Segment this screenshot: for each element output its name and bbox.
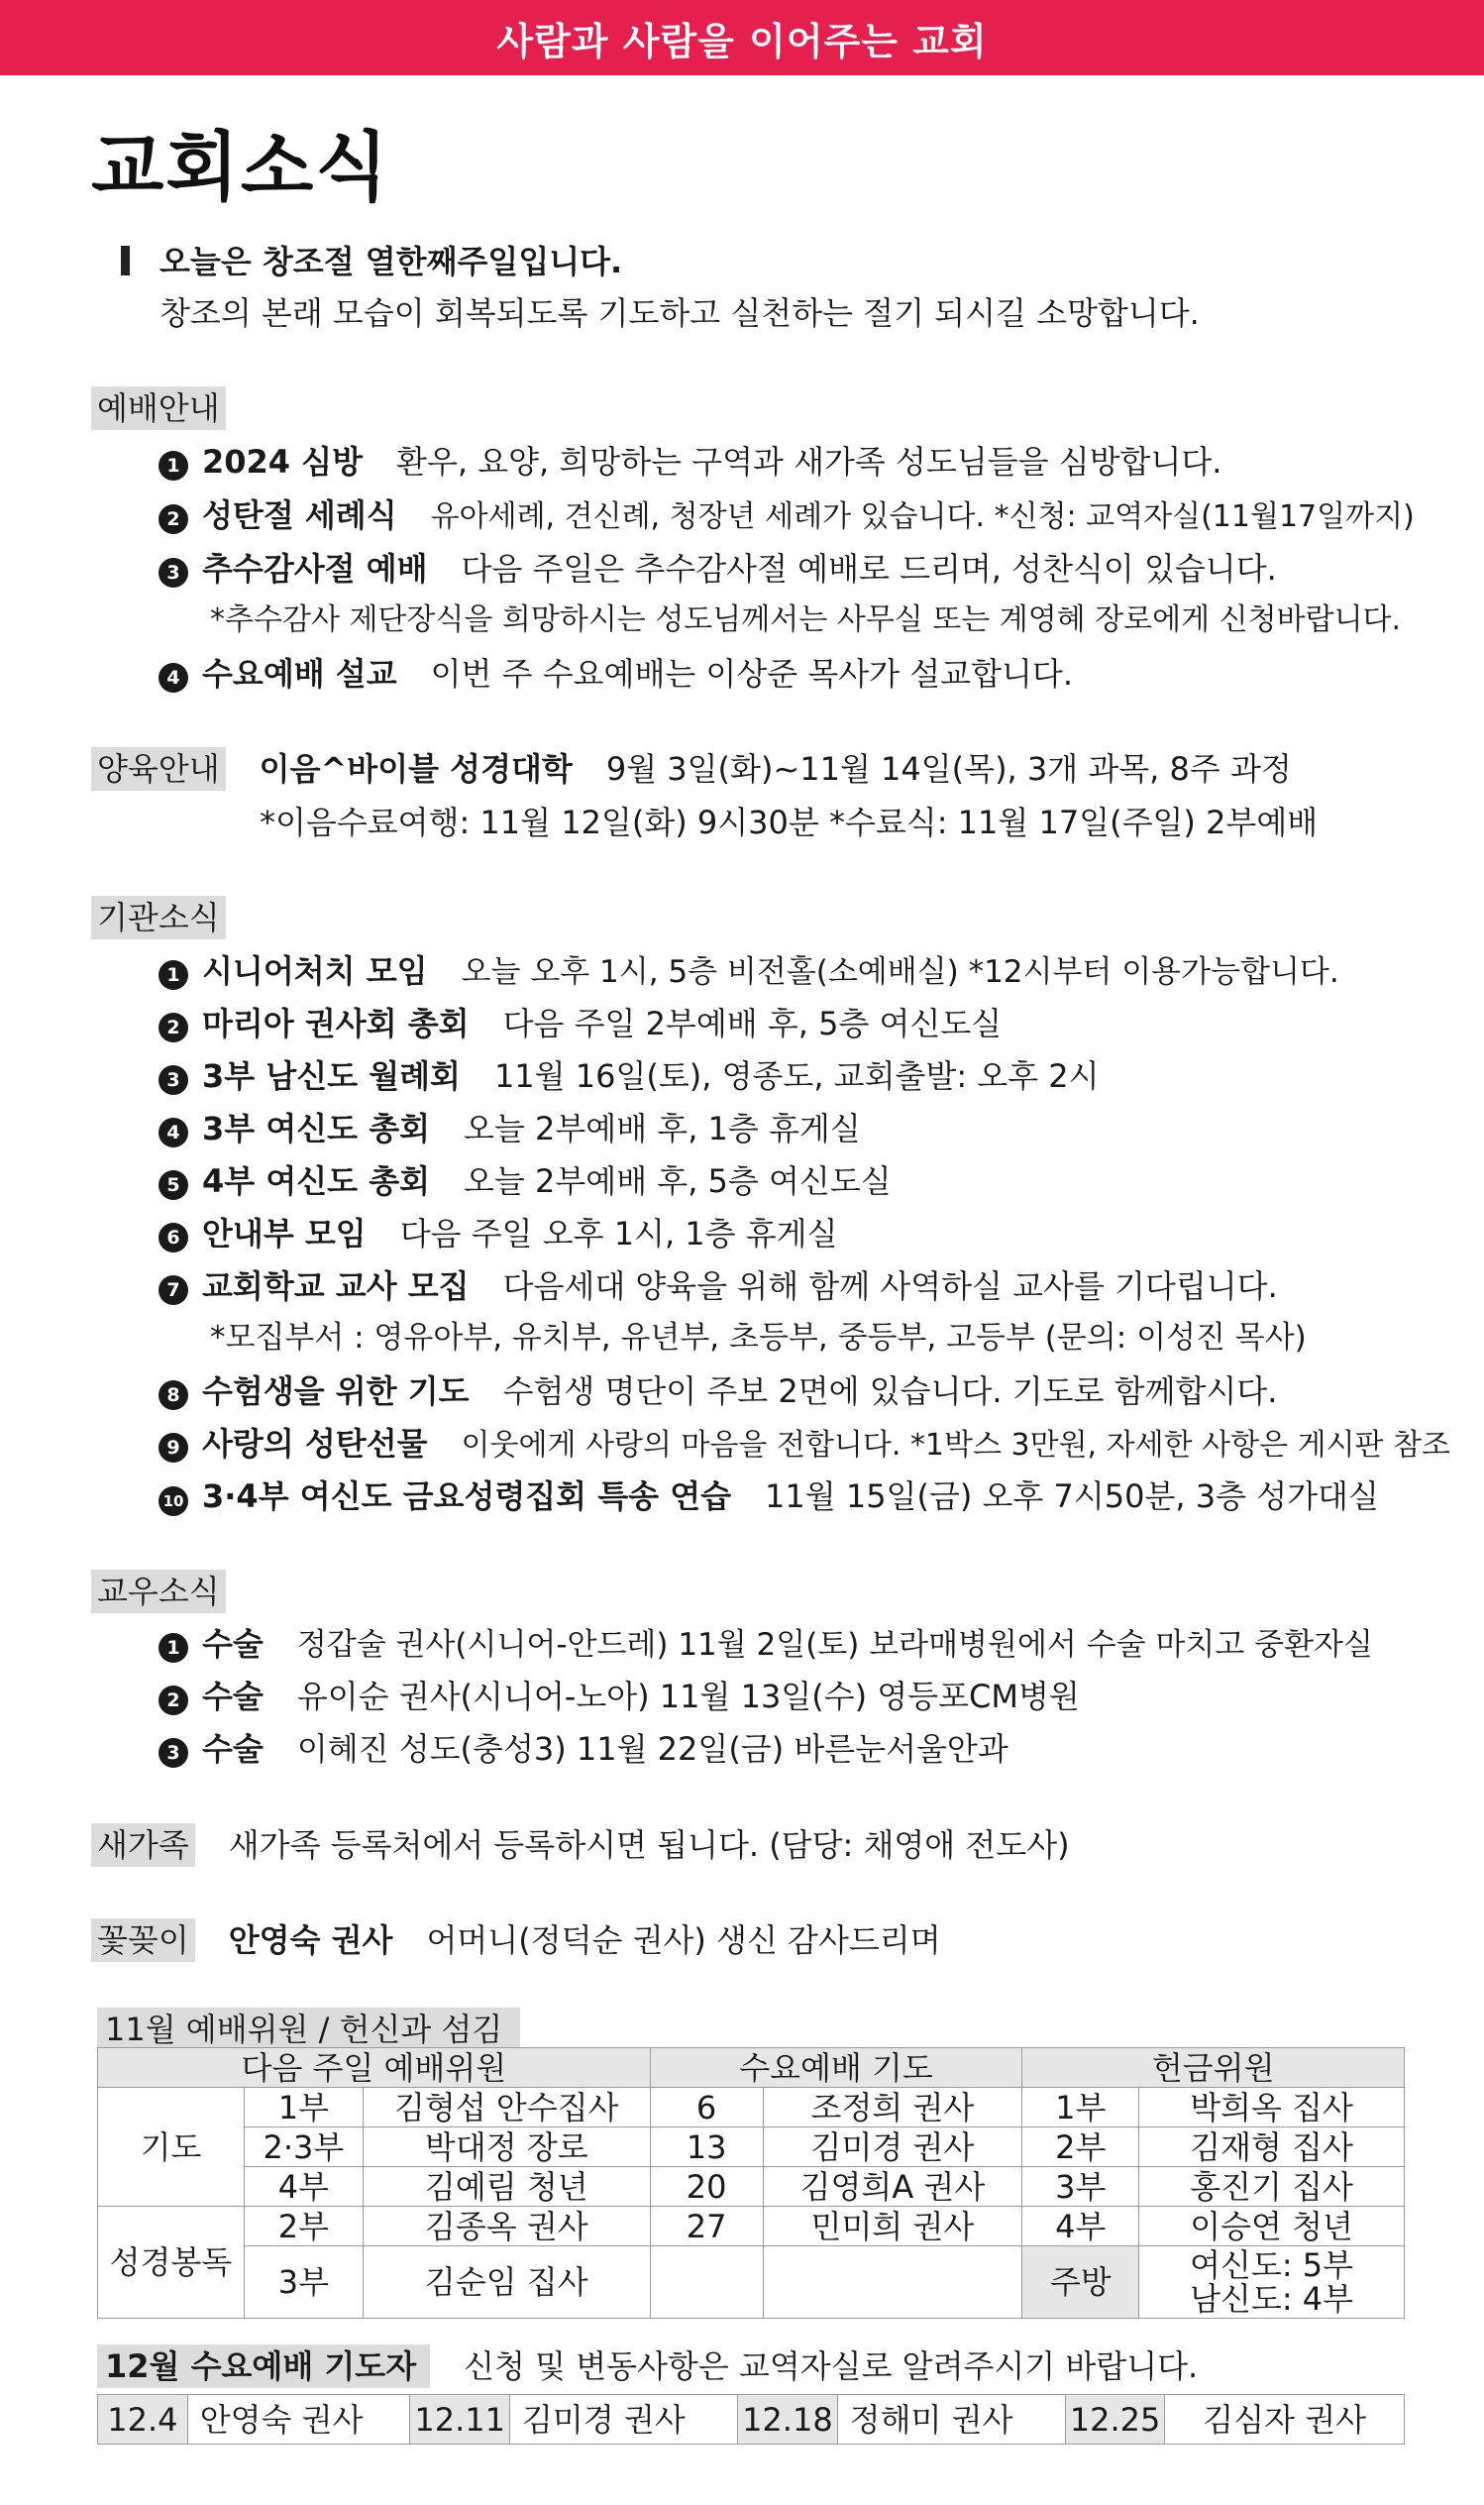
number-2-icon: 2 bbox=[159, 504, 188, 534]
number-1-icon: 1 bbox=[159, 960, 188, 990]
number-6-icon: 6 bbox=[159, 1223, 188, 1252]
number-7-icon: 7 bbox=[159, 1275, 188, 1305]
org-item-5: 5 4부 여신도 총회 오늘 2부예배 후, 5층 여신도실 bbox=[159, 1159, 892, 1203]
section-label: 기관소식 bbox=[91, 896, 226, 939]
members-item-3: 3 수술 이혜진 성도(충성3) 11월 22일(금) 바른눈서울안과 bbox=[159, 1727, 1008, 1771]
worship-item-2: 2 성탄절 세례식 유아세례, 견신례, 청장년 세례가 있습니다. *신청: 교역자실(11월17일까지) bbox=[159, 493, 1415, 539]
org-item-9: 9 사랑의 성탄선물 이웃에게 사랑의 마음을 전합니다. *1박스 3만원, 자세한 사항은 게시판 참조 bbox=[159, 1422, 1450, 1468]
december-table bbox=[97, 2394, 1405, 2445]
table-row: 기도 1부 김형섭 안수집사 6 조정희 권사 1부 박희옥 집사 bbox=[98, 2088, 1405, 2127]
section-education: 양육안내 이음^바이블 성경대학 9월 3일(화)~11월 14일(목), 3개 과목, 8주 과정 bbox=[91, 747, 1292, 791]
bullet-bar-icon bbox=[121, 246, 130, 275]
section-label: 꽃꽂이 bbox=[91, 1918, 195, 1962]
kitchen-label: 주방 bbox=[1022, 2246, 1139, 2319]
members-item-2: 2 수술 유이순 권사(시니어-노아) 11월 13일(수) 영등포CM병원 bbox=[159, 1675, 1080, 1718]
reading-label: 성경봉독 bbox=[98, 2207, 245, 2319]
header-offering: 헌금위원 bbox=[1022, 2048, 1405, 2088]
table-row: 2·3부 박대정 장로 13 김미경 권사 2부 김재형 집사 bbox=[98, 2127, 1405, 2167]
table-header-row bbox=[98, 2048, 1405, 2088]
number-3-icon: 3 bbox=[159, 558, 188, 588]
number-2-icon: 2 bbox=[159, 1013, 188, 1042]
members-item-1: 1 수술 정갑술 권사(시니어-안드레) 11월 2일(토) 보라매병원에서 수술 마치고 중환자실 bbox=[159, 1622, 1373, 1667]
number-1-icon: 1 bbox=[159, 451, 188, 481]
number-5-icon: 5 bbox=[159, 1170, 188, 1200]
table-row: 4부 김예림 청년 20 김영희A 권사 3부 홍진기 집사 bbox=[98, 2167, 1405, 2207]
number-9-icon: 9 bbox=[159, 1433, 188, 1463]
december-title: 12월 수요예배 기도자 신청 및 변동사항은 교역자실로 알려주시기 바랍니다. bbox=[97, 2344, 1198, 2388]
number-10-icon: 10 bbox=[159, 1486, 188, 1516]
section-members bbox=[91, 1570, 226, 1613]
education-note: *이음수료여행: 11월 12일(화) 9시30분 *수료식: 11월 17일(주일) 2부예배 bbox=[260, 804, 1319, 841]
worship-item-1: 1 2024 심방 환우, 요양, 희망하는 구역과 새가족 성도님들을 심방합니다. bbox=[159, 440, 1221, 484]
section-label: 새가족 bbox=[91, 1823, 195, 1867]
worship-item-3-note: *추수감사 제단장식을 희망하시는 성도님께서는 사무실 또는 계영혜 장로에게 신청바랍니다. bbox=[210, 602, 1402, 637]
top-banner: 사람과 사람을 이어주는 교회 bbox=[0, 0, 1484, 75]
number-2-icon: 2 bbox=[159, 1686, 188, 1715]
section-worship bbox=[91, 386, 226, 430]
org-item-6: 6 안내부 모임 다음 주일 오후 1시, 1층 휴게실 bbox=[159, 1212, 838, 1255]
kitchen-values: 여신도: 5부 남신도: 4부 bbox=[1139, 2246, 1405, 2319]
november-table-title: 11월 예배위원 / 헌신과 섬김 bbox=[97, 2008, 520, 2051]
section-org bbox=[91, 896, 226, 939]
header-wednesday: 수요예배 기도 bbox=[650, 2048, 1022, 2088]
number-1-icon: 1 bbox=[159, 1633, 188, 1663]
number-3-icon: 3 bbox=[159, 1738, 188, 1768]
number-4-icon: 4 bbox=[159, 663, 188, 693]
section-label: 양육안내 bbox=[91, 747, 226, 791]
page-title: 교회소식 bbox=[91, 123, 390, 211]
prayer-label: 기도 bbox=[98, 2088, 245, 2207]
section-label: 예배안내 bbox=[91, 386, 226, 430]
org-item-2: 2 마리아 권사회 총회 다음 주일 2부예배 후, 5층 여신도실 bbox=[159, 1002, 1002, 1045]
org-item-7: 7 교회학교 교사 모집 다음세대 양육을 위해 함께 사역하실 교사를 기다립니다. bbox=[159, 1264, 1278, 1308]
section-label: 교우소식 bbox=[91, 1570, 226, 1613]
org-item-10: 10 3·4부 여신도 금요성령집회 특송 연습 11월 15일(금) 오후 7시50분, 3층 성가대실 bbox=[159, 1474, 1379, 1518]
number-4-icon: 4 bbox=[159, 1118, 188, 1147]
table-row: 3부 김순임 집사 주방 여신도: 5부 남신도: 4부 bbox=[98, 2246, 1405, 2319]
org-item-4: 4 3부 여신도 총회 오늘 2부예배 후, 1층 휴게실 bbox=[159, 1107, 861, 1150]
worship-item-4: 4 수요예배 설교 이번 주 수요예배는 이상준 목사가 설교합니다. bbox=[159, 652, 1073, 696]
org-item-3: 3 3부 남신도 월례회 11월 16일(토), 영종도, 교회출발: 오후 2시 bbox=[159, 1054, 1100, 1098]
section-newfamily: 새가족 새가족 등록처에서 등록하시면 됩니다. (담당: 채영애 전도사) bbox=[91, 1823, 1070, 1867]
number-8-icon: 8 bbox=[159, 1380, 188, 1410]
november-table bbox=[97, 2047, 1405, 2319]
number-3-icon: 3 bbox=[159, 1065, 188, 1095]
org-item-7-note: *모집부서 : 영유아부, 유치부, 유년부, 초등부, 중등부, 고등부 (문의: 이성진 목사) bbox=[210, 1320, 1307, 1356]
table-row: 성경봉독 2부 김종옥 권사 27 민미희 권사 4부 이승연 청년 bbox=[98, 2207, 1405, 2246]
intro-headline: 오늘은 창조절 열한째주일입니다. bbox=[121, 240, 622, 283]
org-item-8: 8 수험생을 위한 기도 수험생 명단이 주보 2면에 있습니다. 기도로 함께합시다. bbox=[159, 1369, 1277, 1413]
header-sunday: 다음 주일 예배위원 bbox=[98, 2048, 651, 2088]
worship-item-3: 3 추수감사절 예배 다음 주일은 추수감사절 예배로 드리며, 성찬식이 있습니다. bbox=[159, 547, 1277, 591]
org-item-1: 1 시니어처치 모임 오늘 오후 1시, 5층 비전홀(소예배실) *12시부터 이용가능합니다. bbox=[159, 949, 1339, 994]
section-flowers: 꽃꽂이 안영숙 권사 어머니(정덕순 권사) 생신 감사드리며 bbox=[91, 1918, 941, 1962]
intro-subline: 창조의 본래 모습이 회복되도록 기도하고 실천하는 절기 되시길 소망합니다. bbox=[159, 294, 1200, 332]
table-row: 12.4 안영숙 권사 12.11 김미경 권사 12.18 정해미 권사 12.25 김심자 권사 bbox=[98, 2395, 1405, 2445]
